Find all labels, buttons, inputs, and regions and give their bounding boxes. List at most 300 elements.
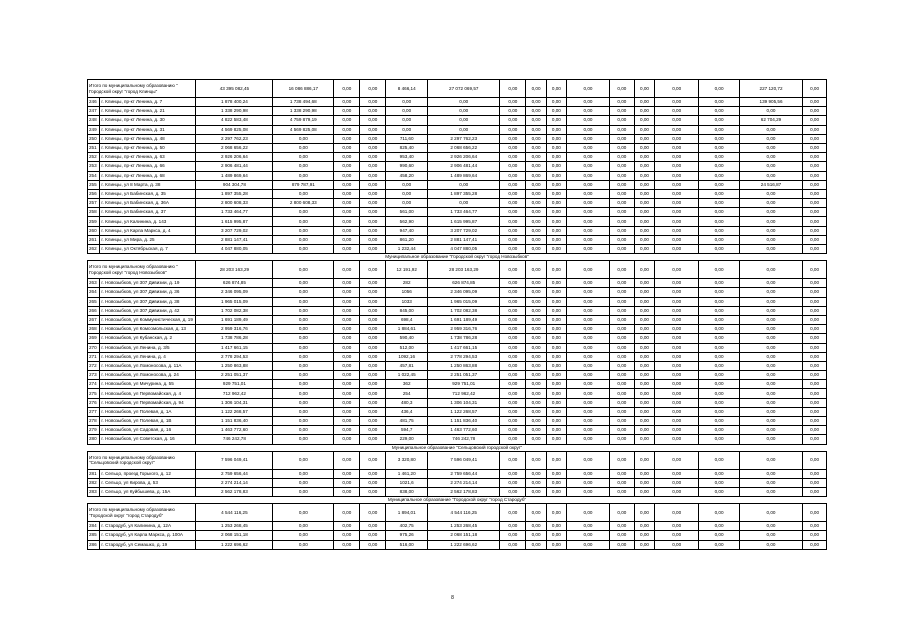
table-row <box>88 352 827 361</box>
table-cell: 0,00 <box>803 171 827 180</box>
table-cell: 0,00 <box>609 426 634 435</box>
table-cell: 0,00 <box>526 478 546 487</box>
table-cell: 2 346 095,09 <box>428 288 500 297</box>
table-cell: 0,00 <box>739 279 802 288</box>
table-cell: 0,00 <box>699 398 740 407</box>
table-cell: 0,00 <box>739 189 802 198</box>
table-cell: 1 691 189,49 <box>196 315 273 324</box>
table-cell: 0,00 <box>567 171 610 180</box>
table-row <box>88 435 827 444</box>
table-cell: 0,00 <box>803 540 827 549</box>
table-cell: 0,00 <box>546 487 566 496</box>
table-cell: 0,00 <box>567 162 610 171</box>
table-cell: 2 800 608,33 <box>273 199 334 208</box>
table-row <box>88 343 827 352</box>
table-cell: 0,00 <box>609 540 634 549</box>
table-cell: 0,00 <box>334 180 360 189</box>
total-cell: 28 203 163,29 <box>428 261 500 279</box>
table-cell: 0,00 <box>500 116 526 125</box>
table-cell: 1 884,61 <box>386 325 428 334</box>
table-cell: 0,00 <box>273 189 334 198</box>
table-cell: 1 691 189,49 <box>428 315 500 324</box>
total-cell: 27 072 069,57 <box>428 80 500 98</box>
table-cell: 0,00 <box>360 435 386 444</box>
table-cell: 0,00 <box>567 361 610 370</box>
table-cell: 845,00 <box>386 306 428 315</box>
table-cell: 0,00 <box>634 189 654 198</box>
table-cell: 0,00 <box>655 426 699 435</box>
total-cell: 0,00 <box>609 261 634 279</box>
table-cell: 0,00 <box>634 325 654 334</box>
table-cell: 0,00 <box>609 297 634 306</box>
table-cell: 1 338 290,98 <box>196 107 273 116</box>
table-cell: 0,00 <box>273 540 334 549</box>
municipality-header-row <box>88 497 827 504</box>
table-cell: 0,00 <box>634 143 654 152</box>
table-cell: 0,00 <box>609 171 634 180</box>
building-address: г. Сельцо, ул Кирова, д. 53 <box>100 478 196 487</box>
table-cell: 0,00 <box>609 315 634 324</box>
table-cell: 0,00 <box>655 189 699 198</box>
table-cell: 698,4 <box>386 315 428 324</box>
table-cell: 0,00 <box>273 288 334 297</box>
table-cell: 0,00 <box>360 522 386 531</box>
building-address: г. Новозыбков, ул Коммунистическая, д. 19 <box>100 315 196 324</box>
table-cell: 0,00 <box>634 540 654 549</box>
row-number: 259 <box>88 217 100 226</box>
table-cell: 0,00 <box>526 153 546 162</box>
table-cell: 0,00 <box>334 371 360 380</box>
table-cell: 0,00 <box>655 98 699 107</box>
table-cell: 0,00 <box>655 134 699 143</box>
table-cell: 0,00 <box>526 398 546 407</box>
table-cell: 1 733 464,77 <box>196 208 273 217</box>
table-cell: 0,00 <box>699 407 740 416</box>
table-cell: 0,00 <box>803 361 827 370</box>
row-number: 276 <box>88 398 100 407</box>
table-cell: 0,00 <box>655 226 699 235</box>
row-number: 249 <box>88 125 100 134</box>
table-cell: 0,00 <box>739 288 802 297</box>
table-cell: 0,00 <box>273 208 334 217</box>
table-cell: 0,00 <box>334 153 360 162</box>
total-cell: 16 086 886,17 <box>273 80 334 98</box>
row-number: 262 <box>88 245 100 254</box>
table-cell: 0,00 <box>567 352 610 361</box>
table-cell: 0,00 <box>699 417 740 426</box>
table-cell: 0,00 <box>739 487 802 496</box>
table-cell: 0,00 <box>739 297 802 306</box>
table-cell: 0,00 <box>273 297 334 306</box>
table-cell: 0,00 <box>334 279 360 288</box>
table-cell: 0,00 <box>803 134 827 143</box>
table-row <box>88 217 827 226</box>
table-cell: 0,00 <box>699 143 740 152</box>
row-number: 273 <box>88 371 100 380</box>
table-cell: 0,00 <box>739 407 802 416</box>
table-cell: 0,00 <box>546 325 566 334</box>
table-cell: 0,00 <box>500 389 526 398</box>
table-cell: 0,00 <box>526 297 546 306</box>
table-cell: 2 562 178,83 <box>196 487 273 496</box>
page-number: 8 <box>451 595 454 601</box>
table-cell: 1 222 696,62 <box>196 540 273 549</box>
table-cell: 0,00 <box>360 199 386 208</box>
table-cell: 0,00 <box>655 469 699 478</box>
table-cell: 0,00 <box>500 306 526 315</box>
table-cell: 0,00 <box>567 199 610 208</box>
table-cell: 0,00 <box>634 125 654 134</box>
table-cell: 0,00 <box>803 343 827 352</box>
table-cell: 2 251 051,37 <box>196 371 273 380</box>
table-cell: 0,00 <box>526 315 546 324</box>
table-row <box>88 125 827 134</box>
total-cell: 0,00 <box>699 504 740 522</box>
table-cell: 0,00 <box>526 531 546 540</box>
table-cell: 0,00 <box>546 540 566 549</box>
table-cell: 0,00 <box>334 469 360 478</box>
table-cell: 0,00 <box>360 469 386 478</box>
table-cell: 0,00 <box>803 487 827 496</box>
table-cell: 2 759 656,44 <box>196 469 273 478</box>
table-cell: 0,00 <box>500 125 526 134</box>
table-cell: 0,00 <box>567 334 610 343</box>
building-address: г. Клинцы, ул Бабинская, д. 37 <box>100 208 196 217</box>
table-cell: 2 959 316,76 <box>196 325 273 334</box>
building-address: г. Клинцы, пр-кт Ленина, д. 50 <box>100 143 196 152</box>
total-cell: 0,00 <box>567 80 610 98</box>
table-cell: 0,00 <box>526 306 546 315</box>
table-row <box>88 334 827 343</box>
table-cell: 0,00 <box>360 297 386 306</box>
table-cell: 0,00 <box>567 306 610 315</box>
table-cell: 0,00 <box>546 343 566 352</box>
table-cell: 0,00 <box>567 143 610 152</box>
total-label: Итого по муниципальному образованию " Городской округ "город Новозыбков" <box>88 261 196 279</box>
table-cell: 0,00 <box>567 398 610 407</box>
table-cell: 0,00 <box>500 134 526 143</box>
table-cell: 0,00 <box>634 361 654 370</box>
table-cell: 0,00 <box>526 125 546 134</box>
table-cell: 0,00 <box>500 98 526 107</box>
table-cell: 0,00 <box>699 116 740 125</box>
table-row <box>88 306 827 315</box>
table-cell: 0,00 <box>500 540 526 549</box>
building-address: г. Новозыбков, ул Первомайская, д. 4 <box>100 389 196 398</box>
table-cell: 2 926 206,64 <box>428 153 500 162</box>
table-row <box>88 469 827 478</box>
table-cell: 0,00 <box>609 325 634 334</box>
table-cell: 1 417 661,15 <box>196 343 273 352</box>
table-cell: 0,00 <box>360 153 386 162</box>
row-number: 252 <box>88 153 100 162</box>
total-cell: 0,00 <box>546 504 566 522</box>
row-number: 247 <box>88 107 100 116</box>
table-cell: 0,00 <box>699 208 740 217</box>
table-cell: 0,00 <box>546 306 566 315</box>
table-cell: 1 250 863,88 <box>428 361 500 370</box>
total-cell: 0,00 <box>334 261 360 279</box>
table-cell: 0,00 <box>803 334 827 343</box>
table-cell: 362 <box>386 380 428 389</box>
table-cell: 0,00 <box>609 407 634 416</box>
table-cell: 0,00 <box>609 107 634 116</box>
total-cell: 0,00 <box>273 504 334 522</box>
row-number: 268 <box>88 325 100 334</box>
total-label: Итого по муниципальному образованию "Сельцовский городской округ" <box>88 451 196 469</box>
table-cell: 0,00 <box>273 334 334 343</box>
row-number: 246 <box>88 98 100 107</box>
table-cell: 0,00 <box>526 180 546 189</box>
table-cell: 0,00 <box>655 352 699 361</box>
table-cell: 0,00 <box>739 540 802 549</box>
table-cell: 0,00 <box>803 279 827 288</box>
table-cell: 0,00 <box>546 417 566 426</box>
table-cell: 0,00 <box>699 478 740 487</box>
table-cell: 139 905,56 <box>739 98 802 107</box>
table-cell: 1092,16 <box>386 352 428 361</box>
building-address: г. Клинцы, пр-кт Ленина, д. 48 <box>100 134 196 143</box>
building-address: г. Новозыбков, ул Советская, д. 16 <box>100 435 196 444</box>
table-cell: 0,00 <box>803 389 827 398</box>
table-cell: 0,00 <box>500 189 526 198</box>
table-cell: 1 965 015,09 <box>196 297 273 306</box>
building-address: г. Новозыбков, ул 307 Дивизии, д. 38 <box>100 297 196 306</box>
table-cell: 0,00 <box>739 226 802 235</box>
table-cell: 0,00 <box>360 334 386 343</box>
table-cell: 0,00 <box>567 125 610 134</box>
table-cell: 0,00 <box>699 217 740 226</box>
table-cell: 0,00 <box>739 199 802 208</box>
table-cell: 0,00 <box>567 407 610 416</box>
building-address: г. Стародуб, ул Семашко, д. 19 <box>100 540 196 549</box>
table-cell: 1 253 268,45 <box>196 522 273 531</box>
building-address: г. Клинцы, пр-кт Ленина, д. 7 <box>100 98 196 107</box>
municipality-total-row <box>88 261 827 279</box>
row-number: 272 <box>88 361 100 370</box>
table-cell: 1 615 995,87 <box>428 217 500 226</box>
table-cell: 0,00 <box>273 217 334 226</box>
table-row <box>88 361 827 370</box>
table-cell: 0,00 <box>500 279 526 288</box>
table-cell: 0,00 <box>699 334 740 343</box>
municipality-header-row <box>88 254 827 261</box>
table-cell: 0,00 <box>334 143 360 152</box>
table-cell: 0,00 <box>739 334 802 343</box>
table-cell: 0,00 <box>567 417 610 426</box>
table-cell: 0,00 <box>546 478 566 487</box>
total-cell: 0,00 <box>567 261 610 279</box>
total-cell: 28 203 163,29 <box>196 261 273 279</box>
row-number: 269 <box>88 334 100 343</box>
table-cell: 0,00 <box>500 226 526 235</box>
table-cell: 0,00 <box>546 371 566 380</box>
total-cell: 0,00 <box>739 451 802 469</box>
table-cell: 0,00 <box>655 407 699 416</box>
table-cell: 0,00 <box>273 235 334 244</box>
table-cell: 0,00 <box>634 352 654 361</box>
table-cell: 0,00 <box>360 245 386 254</box>
table-cell: 0,00 <box>699 380 740 389</box>
table-cell: 0,00 <box>526 417 546 426</box>
table-cell: 0,00 <box>699 315 740 324</box>
table-cell: 0,00 <box>634 199 654 208</box>
table-cell: 0,00 <box>634 288 654 297</box>
row-number: 281 <box>88 469 100 478</box>
table-cell: 0,00 <box>567 426 610 435</box>
table-cell: 0,00 <box>567 217 610 226</box>
table-cell: 0,00 <box>334 325 360 334</box>
table-row <box>88 297 827 306</box>
table-cell: 0,00 <box>609 469 634 478</box>
total-cell: 0,00 <box>334 504 360 522</box>
table-cell: 0,00 <box>739 107 802 116</box>
table-cell: 0,00 <box>334 315 360 324</box>
table-row <box>88 189 827 198</box>
table-cell: 0,00 <box>609 487 634 496</box>
table-cell: 0,00 <box>360 478 386 487</box>
table-cell: 0,00 <box>273 143 334 152</box>
table-cell: 0,00 <box>699 107 740 116</box>
table-cell: 0,00 <box>739 389 802 398</box>
table-cell: 0,00 <box>334 297 360 306</box>
table-cell: 0,00 <box>699 469 740 478</box>
table-cell: 0,00 <box>546 235 566 244</box>
table-cell: 0,00 <box>739 245 802 254</box>
table-cell: 2 562 178,83 <box>428 487 500 496</box>
table-cell: 0,00 <box>634 171 654 180</box>
table-cell: 1 250 863,88 <box>196 361 273 370</box>
table-cell: 0,00 <box>655 288 699 297</box>
table-cell: 0,00 <box>739 153 802 162</box>
table-row <box>88 180 827 189</box>
building-address: г. Новозыбков, ул Мичурина, д. 55 <box>100 380 196 389</box>
table-cell: 0,00 <box>634 398 654 407</box>
table-cell: 0,00 <box>360 107 386 116</box>
table-cell: 0,00 <box>634 417 654 426</box>
total-cell: 0,00 <box>655 451 699 469</box>
total-cell: 227 120,72 <box>739 80 802 98</box>
row-number: 286 <box>88 540 100 549</box>
building-address: г. Клинцы, ул Бабинская, д. 35 <box>100 189 196 198</box>
row-number: 266 <box>88 306 100 315</box>
table-cell: 1 461,20 <box>386 469 428 478</box>
table-cell: 1 897 355,28 <box>196 189 273 198</box>
table-cell: 0,00 <box>526 226 546 235</box>
row-number: 264 <box>88 288 100 297</box>
table-cell: 0,00 <box>803 398 827 407</box>
table-cell: 0,00 <box>803 245 827 254</box>
table-cell: 0,00 <box>609 398 634 407</box>
table-cell: 0,00 <box>334 235 360 244</box>
table-cell: 0,00 <box>739 143 802 152</box>
table-cell: 0,00 <box>655 522 699 531</box>
table-cell: 0,00 <box>546 153 566 162</box>
table-cell: 1 733 464,77 <box>428 208 500 217</box>
table-cell: 282 <box>386 279 428 288</box>
table-cell: 0,00 <box>739 361 802 370</box>
table-cell: 0,00 <box>567 279 610 288</box>
table-cell: 0,00 <box>526 540 546 549</box>
table-cell: 711,60 <box>386 134 428 143</box>
table-cell: 0,00 <box>699 98 740 107</box>
table-row <box>88 279 827 288</box>
table-cell: 0,00 <box>739 134 802 143</box>
table-cell: 0,00 <box>609 352 634 361</box>
table-cell: 0,00 <box>609 531 634 540</box>
municipality-total-row <box>88 504 827 522</box>
table-cell: 0,00 <box>609 217 634 226</box>
table-cell: 0,00 <box>546 107 566 116</box>
table-cell: 0,00 <box>803 352 827 361</box>
table-cell: 0,00 <box>273 361 334 370</box>
row-number: 257 <box>88 199 100 208</box>
table-cell: 0,00 <box>567 325 610 334</box>
table-cell: 0,00 <box>567 245 610 254</box>
table-cell: 0,00 <box>634 245 654 254</box>
building-address: г. Клинцы, ул Мира, д. 25 <box>100 235 196 244</box>
table-cell: 0,00 <box>273 469 334 478</box>
table-cell: 0,00 <box>655 116 699 125</box>
table-cell: 0,00 <box>334 306 360 315</box>
row-number: 260 <box>88 226 100 235</box>
table-cell: 2 297 762,23 <box>428 134 500 143</box>
table-cell: 2 926 206,64 <box>196 153 273 162</box>
building-address: г. Клинцы, ул Карла Маркса, д. 4 <box>100 226 196 235</box>
table-cell: 0,00 <box>634 98 654 107</box>
total-cell: 0,00 <box>360 504 386 522</box>
table-cell: 0,00 <box>546 125 566 134</box>
table-row <box>88 116 827 125</box>
table-cell: 0,00 <box>634 116 654 125</box>
table-cell: 2 906 481,44 <box>428 162 500 171</box>
row-number: 251 <box>88 143 100 152</box>
table-cell: 0,00 <box>500 288 526 297</box>
table-cell: 1 306 104,31 <box>428 398 500 407</box>
table-cell: 0,00 <box>609 189 634 198</box>
table-cell: 0,00 <box>567 180 610 189</box>
table-cell: 2 068 656,22 <box>428 143 500 152</box>
total-cell: 12 191,92 <box>386 261 428 279</box>
capital-repair-table <box>87 79 827 550</box>
total-cell: 1 894,01 <box>386 504 428 522</box>
table-cell: 0,00 <box>655 162 699 171</box>
table-cell: 0,00 <box>699 125 740 134</box>
table-row <box>88 208 827 217</box>
table-cell: 0,00 <box>546 162 566 171</box>
table-cell: 0,00 <box>428 107 500 116</box>
table-cell: 4 047 880,05 <box>196 245 273 254</box>
table-cell: 0,00 <box>360 162 386 171</box>
table-cell: 2 759 656,44 <box>428 469 500 478</box>
table-cell: 0,00 <box>334 134 360 143</box>
table-cell: 1 463 772,60 <box>196 426 273 435</box>
table-cell: 0,00 <box>546 208 566 217</box>
table-cell: 0,00 <box>567 208 610 217</box>
table-cell: 0,00 <box>634 380 654 389</box>
table-cell: 0,00 <box>334 531 360 540</box>
table-cell: 0,00 <box>500 297 526 306</box>
table-cell: 480,3 <box>386 398 428 407</box>
table-cell: 0,00 <box>500 478 526 487</box>
row-number: 250 <box>88 134 100 143</box>
total-cell: 0,00 <box>634 504 654 522</box>
table-cell: 0,00 <box>546 398 566 407</box>
table-cell: 0,00 <box>360 288 386 297</box>
table-cell: 0,00 <box>500 315 526 324</box>
table-cell: 1 122 268,57 <box>196 407 273 416</box>
table-cell: 0,00 <box>634 297 654 306</box>
